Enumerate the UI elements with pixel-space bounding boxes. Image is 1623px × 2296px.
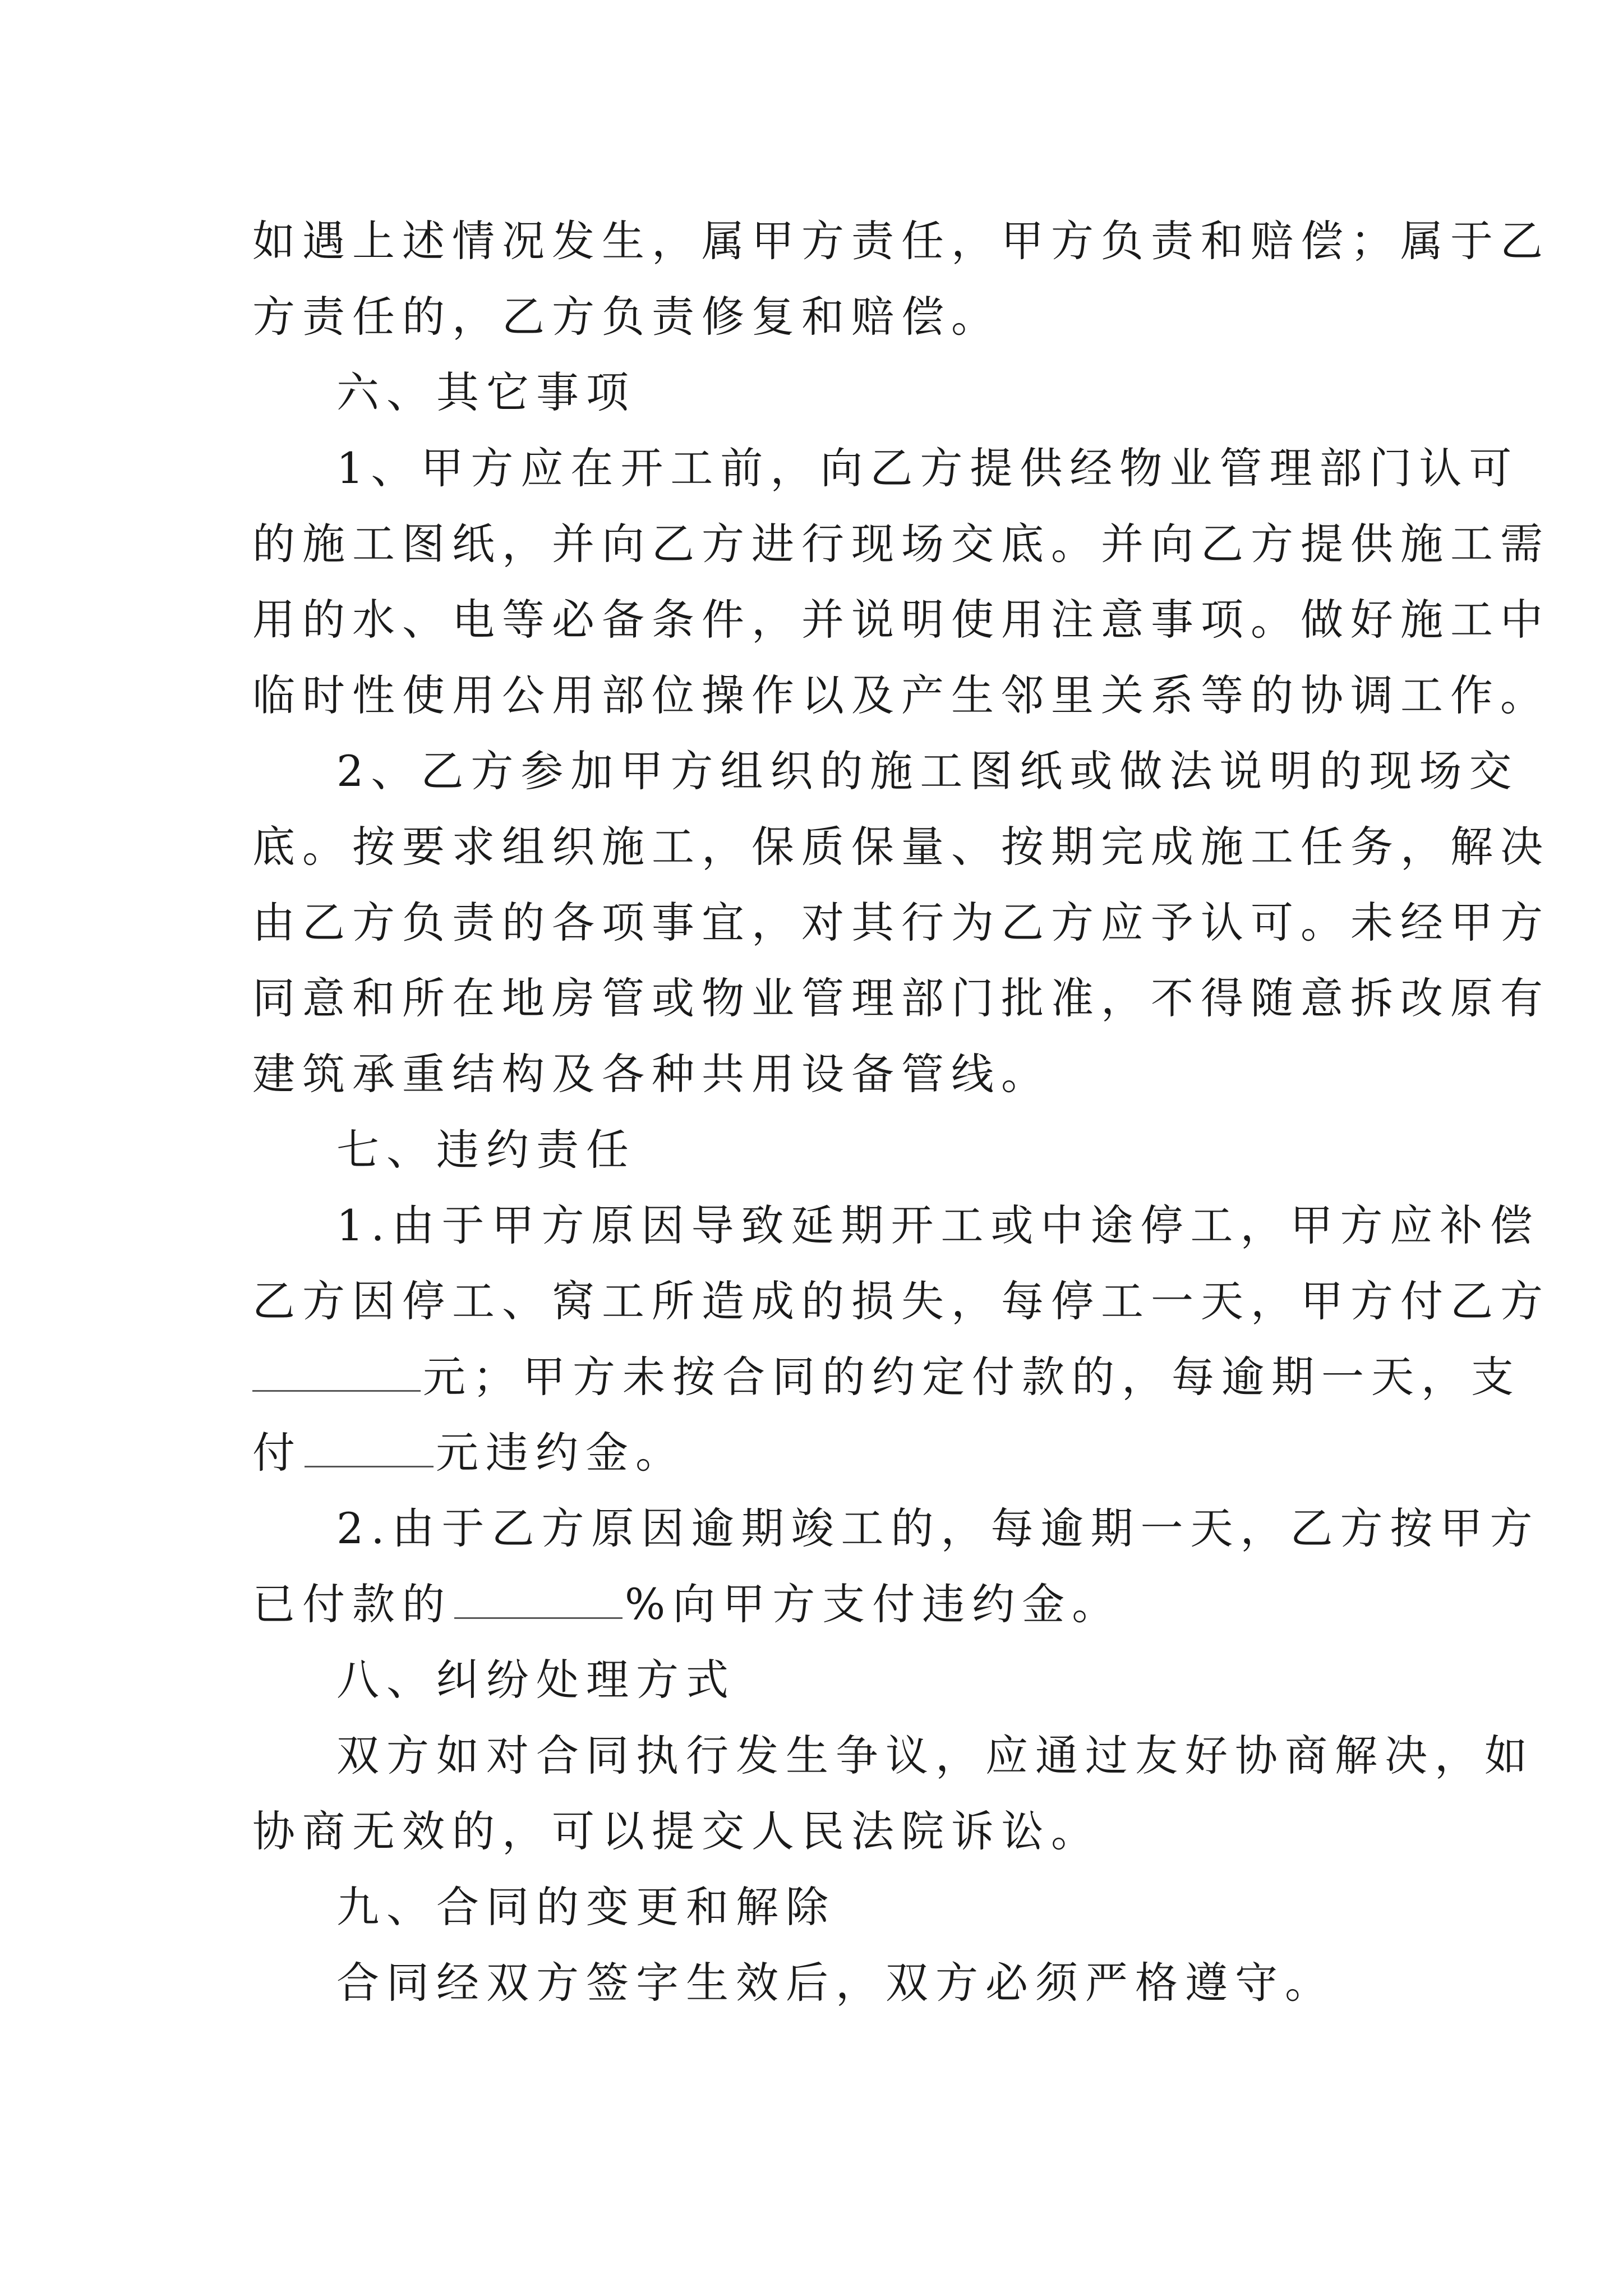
section-heading-6: 六、其它事项 <box>336 367 636 417</box>
paragraph-text: 元违约金。 <box>436 1428 685 1478</box>
paragraph-line: 1.由于甲方原因导致延期开工或中途停工，甲方应补偿 <box>336 1200 1540 1250</box>
section-heading-8: 八、纠纷处理方式 <box>336 1655 736 1705</box>
paragraph-text: %向甲方支付违约金。 <box>625 1579 1122 1629</box>
paragraph-line: 建筑承重结构及各种共用设备管线。 <box>252 1049 1051 1099</box>
paragraph-line: 的施工图纸，并向乙方进行现场交底。并向乙方提供施工需 <box>252 519 1550 569</box>
paragraph-text: 付 <box>252 1428 302 1478</box>
paragraph-line: 用的水、电等必备条件，并说明使用注意事项。做好施工中 <box>252 595 1550 645</box>
paragraph-line-with-blank <box>252 1425 685 1481</box>
paragraph-text: 元；甲方未按合同的约定付款的，每逾期一天，支 <box>423 1352 1521 1402</box>
paragraph-line: 2、乙方参加甲方组织的施工图纸或做法说明的现场交 <box>336 746 1519 796</box>
paragraph-line: 如遇上述情况发生，属甲方责任，甲方负责和赔偿；属于乙 <box>252 216 1550 266</box>
paragraph-line: 方责任的，乙方负责修复和赔偿。 <box>252 292 1001 342</box>
paragraph-line-with-blank <box>252 1349 1521 1405</box>
fill-in-blank[interactable] <box>252 1355 421 1392</box>
paragraph-line: 2.由于乙方原因逾期竣工的，每逾期一天，乙方按甲方 <box>336 1503 1540 1553</box>
paragraph-line: 双方如对合同执行发生争议，应通过友好协商解决，如 <box>336 1731 1534 1780</box>
paragraph-line: 同意和所在地房管或物业管理部门批准，不得随意拆改原有 <box>252 973 1550 1023</box>
fill-in-blank[interactable] <box>305 1431 434 1467</box>
paragraph-line: 1、甲方应在开工前，向乙方提供经物业管理部门认可 <box>336 443 1519 493</box>
paragraph-line: 临时性使用公用部位操作以及产生邻里关系等的协调工作。 <box>252 670 1550 720</box>
paragraph-line-with-blank <box>252 1576 1122 1632</box>
paragraph-line: 合同经双方签字生效后，双方必须严格遵守。 <box>336 1958 1335 2008</box>
paragraph-line: 由乙方负责的各项事宜，对其行为乙方应予认可。未经甲方 <box>252 898 1550 947</box>
paragraph-line: 乙方因停工、窝工所造成的损失，每停工一天，甲方付乙方 <box>252 1276 1550 1326</box>
paragraph-line: 底。按要求组织施工，保质保量、按期完成施工任务，解决 <box>252 822 1550 872</box>
section-heading-7: 七、违约责任 <box>336 1125 636 1175</box>
fill-in-blank[interactable] <box>454 1582 623 1619</box>
section-heading-9: 九、合同的变更和解除 <box>336 1882 836 1932</box>
paragraph-line: 协商无效的，可以提交人民法院诉讼。 <box>252 1806 1101 1856</box>
paragraph-text: 已付款的 <box>252 1579 452 1629</box>
